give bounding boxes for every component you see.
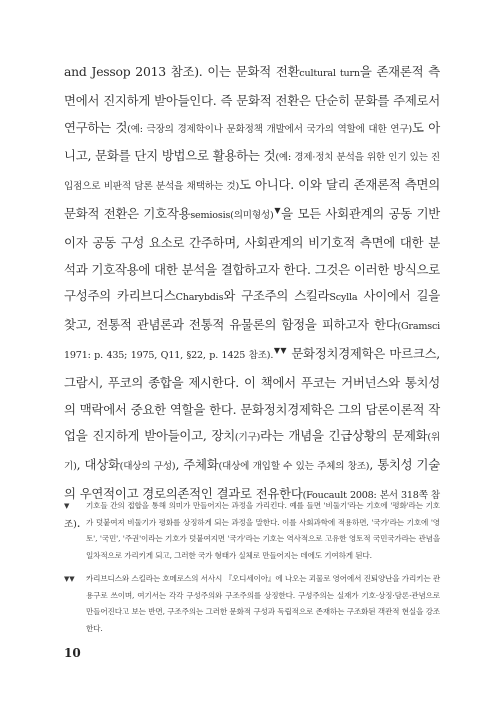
term-annotation: semiosis(의미형성)	[190, 209, 274, 221]
body-text: 도 아니다. 이와 달리 존재론적 측면의 문화적 전환은 기호작용	[64, 177, 440, 221]
body-text: , 대상화	[76, 457, 120, 473]
term-annotation: Charybdis	[175, 292, 224, 304]
footnote-text: 카리브디스와 스킬라는 호메로스의 서사시 『오디세이아』에 나오는 괴물로 영어에서 진퇴양난을 가리키는 관용구로 쓰이며, 여기서는 각각 구성주의와 구조주의를 상징한다. 구성주의는 실재가 기호·상징·담론·관념으로 만들어진다고 보는 반면, 구조주의는 그러한 문화적 구성과 독립적으로 존재하는 구조화된 객관적 현실을 강조한다.	[86, 574, 440, 633]
term-annotation: Scylla	[329, 292, 358, 304]
body-text: 라는 개념을 긴급상황의 문제화	[260, 428, 428, 444]
footnotes	[64, 498, 440, 644]
body-text: , 통치성 기술의 우연적이고 경로의존적인 결과로 전유한다	[64, 457, 440, 501]
body-text: 와 구조주의 스킬라	[223, 288, 330, 304]
footnote-ref-2[interactable]: ▼▼	[273, 345, 287, 355]
parenthetical-note: (예: 극장의 경제학이나 문화정책 개발에서 국가의 역할에 대한 연구)	[127, 123, 412, 135]
footnote-marker: ▼▼	[64, 575, 75, 583]
citation: (Foucault 2008: 본서 318쪽 참조)	[64, 489, 440, 530]
parenthetical-note: (대상에 개입할 수 있는 주체의 창조)	[218, 461, 370, 473]
parenthetical-note: (예: 경제·정치 분석을 위한 인기 있는 진입점으로 비판적 담론 분석을 채택하는 것)	[64, 152, 440, 193]
body-text: 문화정치경제학은 마르크스, 그람시, 푸코의 종합을 제시한다. 이 책에서 푸코는 거버넌스와 통치성의 맥락에서 중요한 역할을 한다. 문화정치경제학은 그의 담론이론적 작업을 진지하게 받아들이고, 장치	[64, 345, 440, 444]
parenthetical-note: (기구)	[234, 432, 261, 444]
footnote-marker: ▼	[64, 502, 70, 510]
body-text: , 주체화	[175, 457, 219, 473]
footnote-text: 기호들 간의 접합을 통해 의미가 만들어지는 과정을 가리킨다. 예를 들면 '비둘기'라는 기호에 '평화'라는 기호가 덧붙여져 비둘기가 평화를 상징하게 되는 과정을 말한다. 이를 사회과학에 적용하면, '국가'라는 기호에 '영토', '국민', '주권'이라는 기호가 덧붙여지면 '국가'라는 기호는 역사적으로 고유한 영토적 국민국가라는 관념을 일차적으로 가리키게 되고, 그러한 국가 형태가 실체로 만들어지는 데에도 기여하게 된다.	[86, 501, 440, 560]
footnote-1	[64, 498, 440, 564]
footnote-ref-1[interactable]: ▼	[273, 205, 282, 215]
page-number: 10	[64, 646, 81, 660]
parenthetical-note: (대상의 구성)	[119, 461, 176, 473]
body-text: and Jessop 2013 참조). 이는 문화적 전환	[64, 64, 300, 79]
citation: (Gramsci 1971: p. 435; 1975, Q11, §22, p. 1425 참조).	[64, 321, 440, 361]
body-text: 을 존재론적 측면에서 진지하게 받아들인다. 즉 문화적 전환은 단순히 문화를 주제로서 연구하는 것	[64, 64, 440, 135]
footnote-2	[64, 571, 440, 637]
body-text: 사이에서 길을 찾고, 전통적 관념론과 전통적 유물론의 함정을 피하고자 한다	[64, 288, 440, 333]
term-annotation: cultural turn	[299, 68, 360, 79]
body-paragraph	[64, 59, 440, 539]
body-text: .	[76, 514, 81, 530]
body-text: 도 아니고, 문화를 단지 방법으로 활용하는 것	[64, 119, 440, 164]
main-text	[64, 59, 440, 539]
body-text: 을 모든 사회관계의 공동 기반이자 공동 구성 요소로 간주하며, 사회관계의 비기호적 측면에 대한 분석과 기호작용에 대한 분석을 결합하고자 한다. 그것은 이러한 방식으로 구성주의 카리브디스	[64, 205, 441, 304]
parenthetical-note: (위기)	[64, 432, 441, 473]
